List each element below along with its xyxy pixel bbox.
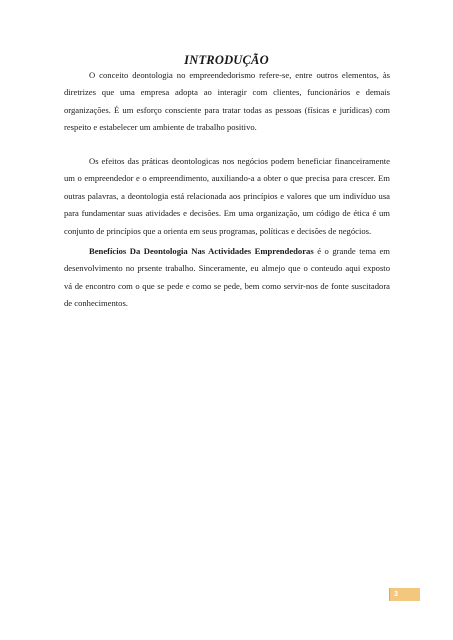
paragraph-2: Os efeitos das práticas deontologicas nos negócios podem beneficiar financeiramente um o empreendedor e o empreendimento, auxiliando-a a obter o que precisa para crescer. Em outras palavras, a deontologia está relacionada aos princípios e valores que um indivíduo usa para fundamentar suas atividades e decisões. Em uma organização, um código de ética é um conjunto de princípios que a orienta em seus programas, políticas e decisões de negócios. [64,156,390,236]
paragraph-1: O conceito deontologia no empreendedorismo refere-se, entre outros elementos, às diretrizes que uma empresa adopta ao interagir com clientes, funcionários e demais organizações. É um esforço consciente para tratar todas as pessoas (físicas e jurídicas) com respeito e estabelecer um ambiente de trabalho positivo. [64,70,390,133]
page-title: INTRODUÇÃO [184,53,269,67]
paragraph-3 [64,243,390,313]
paragraph-3-text: é o grande tema em desenvolvimento no prsente trabalho. Sinceramente, eu almejo que o conteudo aqui exposto vá de encontro com o que se pede e como se pede, bem como servir-nos de fonte suscitadora de conhecimentos. [64,246,390,309]
page-number-badge: 3 [389,588,420,601]
paragraph-3-bold-topic: Benefícios Da Deontologia Nas Actividades Emprendedoras [89,246,314,256]
